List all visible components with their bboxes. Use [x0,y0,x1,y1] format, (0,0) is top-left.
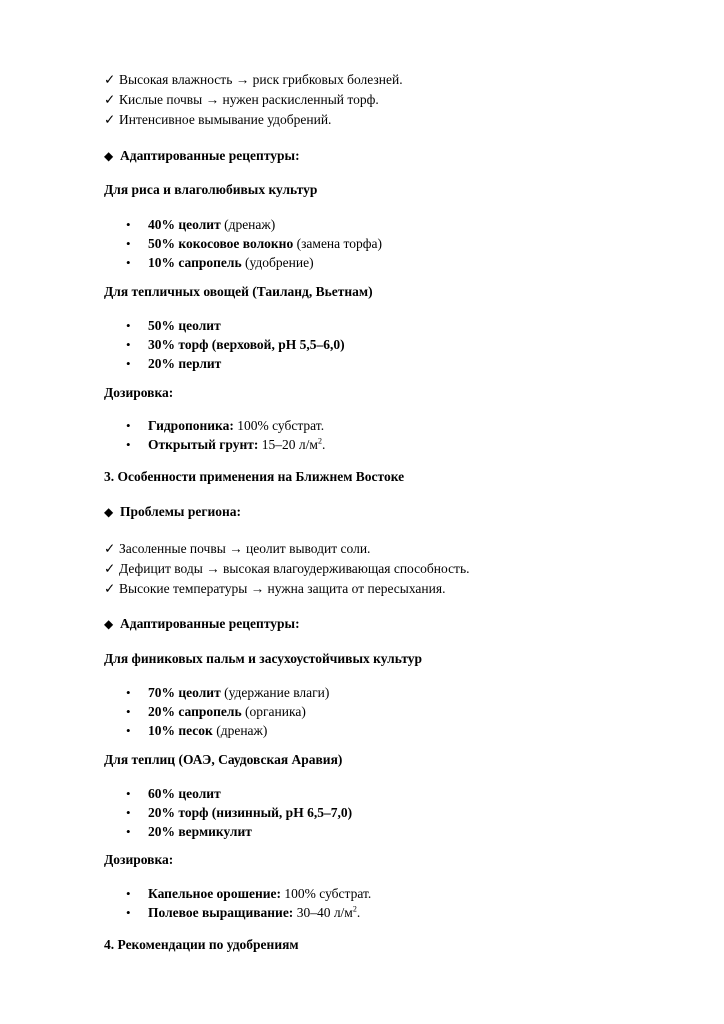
bullet-icon: • [126,356,131,371]
palm-heading: Для финиковых пальм и засухоустойчивых культур [104,651,423,666]
list-item: • 20% перлит [126,356,222,371]
me-greenhouse-heading: Для теплиц (ОАЭ, Саудовская Аравия) [104,752,343,767]
asia-dosage-heading: Дозировка: [104,385,174,400]
list-item: • 30% торф (верховой, pH 5,5–6,0) [126,337,345,352]
list-item: • 70% цеолит (удержание влаги) [126,685,330,700]
asia-recipes-heading: ◆ Адаптированные рецептуры: [104,146,684,166]
rice-list [104,215,684,272]
list-item: • 20% торф (низинный, pH 6,5–7,0) [126,805,353,820]
bullet-icon: • [126,723,131,738]
bullet-icon: • [126,886,131,901]
problem-item: ✓ Кислые почвы → нужен раскисленный торф. [104,90,684,110]
diamond-icon: ◆ [104,505,114,519]
me-problems-list [104,539,684,599]
problem-item: ✓ Высокая влажность → риск грибковых болезней. [104,70,684,90]
list-item: • 10% сапропель (удобрение) [126,255,314,270]
list-item: • 20% сапропель (органика) [126,704,306,719]
checkmark-icon: ✓ [104,72,116,87]
bullet-icon: • [126,437,131,452]
checkmark-icon: ✓ [104,112,116,127]
checkmark-icon: ✓ [104,581,116,596]
problem-item: ✓ Засоленные почвы → цеолит выводит соли. [104,539,684,559]
diamond-icon: ◆ [104,617,114,631]
section-3-heading: 3. Особенности применения на Ближнем Востоке [104,469,405,484]
problem-item: ✓ Интенсивное вымывание удобрений. [104,110,684,130]
checkmark-icon: ✓ [104,92,116,107]
bullet-icon: • [126,905,131,920]
list-item: • Открытый грунт: 15–20 $л/м^2$. [126,436,326,452]
list-item: • 50% кокосовое волокно (замена торфа) [126,236,382,251]
palm-list [104,683,684,740]
list-item: • 40% цеолит (дренаж) [126,217,276,232]
list-item: • 50% цеолит [126,318,221,333]
bullet-icon: • [126,236,131,251]
checkmark-icon: ✓ [104,561,116,576]
problem-item: ✓ Дефицит воды → высокая влагоудерживающая способность. [104,559,684,579]
bullet-icon: • [126,704,131,719]
diamond-icon: ◆ [104,149,114,163]
problem-item: ✓ Высокие температуры → нужна защита от пересыхания. [104,579,684,599]
me-problems-heading: ◆ Проблемы региона: [104,502,684,522]
list-item: • 10% песок (дренаж) [126,723,268,738]
asia-problems-list [104,70,684,130]
me-recipes-heading: ◆ Адаптированные рецептуры: [104,614,684,634]
bullet-icon: • [126,824,131,839]
bullet-icon: • [126,805,131,820]
greenhouse-heading: Для тепличных овощей (Таиланд, Вьетнам) [104,284,373,299]
rice-heading: Для риса и влаголюбивых культур [104,182,318,197]
asia-dosage-list [104,416,684,454]
me-greenhouse-list [104,784,684,841]
bullet-icon: • [126,418,131,433]
greenhouse-list [104,316,684,373]
bullet-icon: • [126,337,131,352]
list-item: • 60% цеолит [126,786,221,801]
bullet-icon: • [126,685,131,700]
section-4-heading: 4. Рекомендации по удобрениям [104,937,299,952]
me-dosage-heading: Дозировка: [104,852,174,867]
list-item: • Полевое выращивание: 30–40 $л/м^2$. [126,904,361,920]
list-item: • 20% вермикулит [126,824,252,839]
list-item: • Капельное орошение: 100% субстрат. [126,886,372,901]
list-item: • Гидропоника: 100% субстрат. [126,418,325,433]
me-dosage-list [104,884,684,922]
bullet-icon: • [126,318,131,333]
bullet-icon: • [126,255,131,270]
checkmark-icon: ✓ [104,541,116,556]
bullet-icon: • [126,217,131,232]
bullet-icon: • [126,786,131,801]
